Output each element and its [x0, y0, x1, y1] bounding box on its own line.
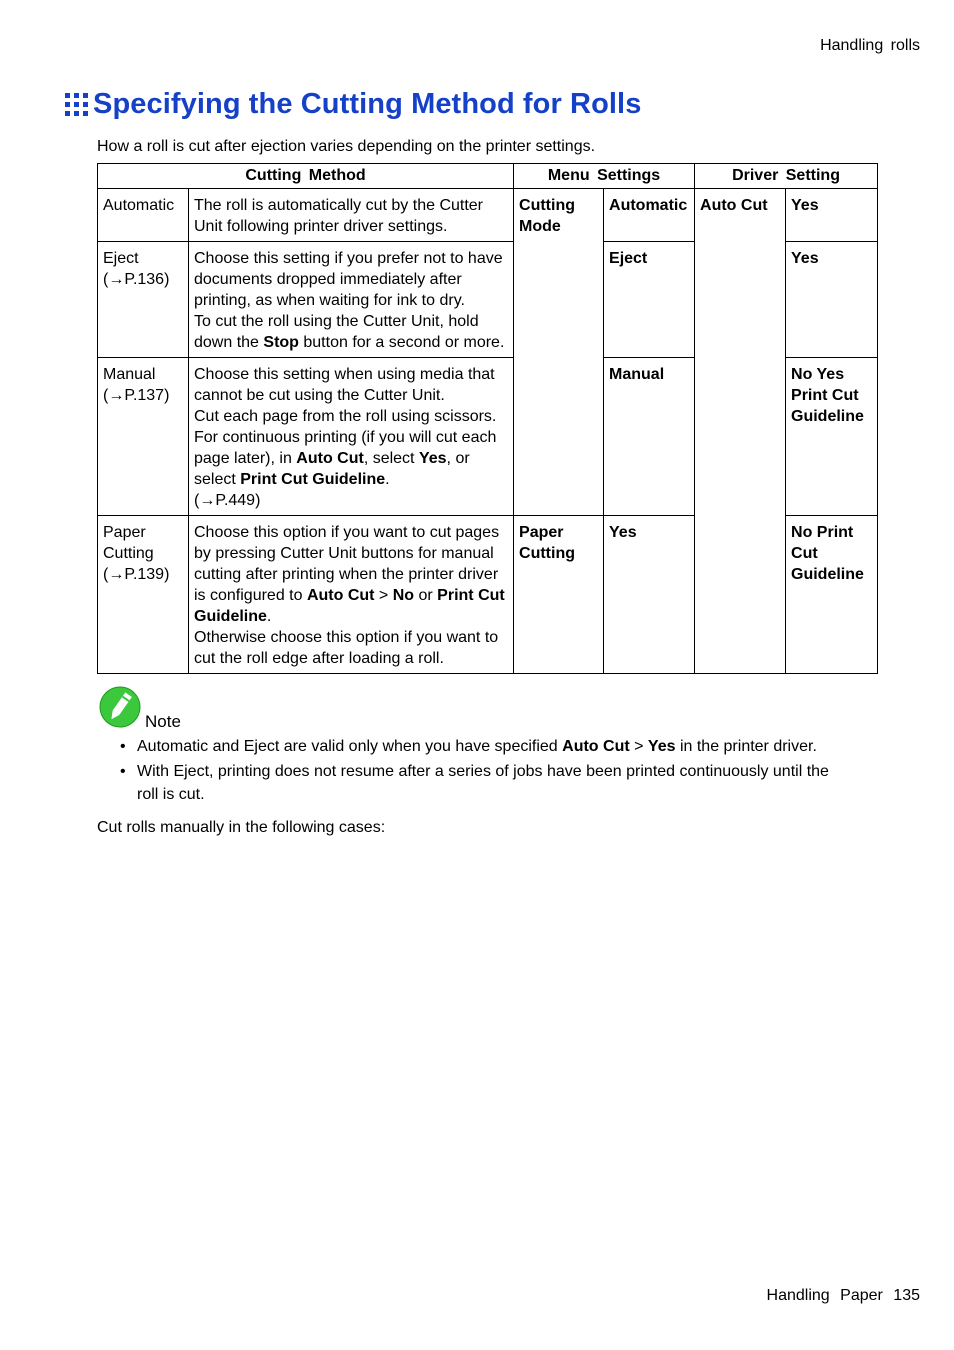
note-label: Note [145, 712, 181, 731]
grid-icon [65, 93, 88, 116]
method-cell: Manual (→P.137) [98, 358, 189, 516]
list-item: • With Eject, printing does not resume after a series of jobs have been printed continuously until the roll is cut. [120, 763, 829, 803]
method-cell: Paper Cutting (→P.139) [98, 516, 189, 674]
running-header: Handling rolls [820, 37, 920, 54]
page-footer [767, 1287, 920, 1305]
menu-value-cell: Automatic [604, 189, 695, 242]
footer-chapter: Handling Paper [766, 1287, 883, 1304]
description-cell: Choose this option if you want to cut pages by pressing Cutter Unit buttons for manual cutting after printing when the printer driver is configured to Auto Cut > No or Print Cut Guideline. Otherwise choose this option if you want to cut the roll edge after loading a roll. [189, 516, 514, 674]
menu-param-cell: Cutting Mode [514, 189, 604, 516]
header-menu-settings: Menu Settings [514, 164, 695, 189]
table-row [98, 189, 878, 242]
closing-paragraph: Cut rolls manually in the following cases: [97, 819, 386, 836]
menu-param-cell: Paper Cutting [514, 516, 604, 674]
driver-param-cell: Auto Cut [695, 189, 786, 674]
driver-value-cell: Yes [786, 189, 878, 242]
menu-value-cell: Yes [604, 516, 695, 674]
list-item: • Automatic and Eject are valid only when you have specified Auto Cut > Yes in the printer driver. [120, 738, 817, 755]
method-cell: Eject (→P.136) [98, 242, 189, 358]
driver-value-cell: No Print Cut Guideline [786, 516, 878, 674]
pencil-note-icon [99, 686, 141, 728]
driver-value-cell: No Yes Print Cut Guideline [786, 358, 878, 516]
header-driver-setting: Driver Setting [695, 164, 878, 189]
method-cell: Automatic [98, 189, 189, 242]
description-cell: Choose this setting if you prefer not to have documents dropped immediately after printing, as when waiting for ink to dry. To cut the roll using the Cutter Unit, hold down the Stop button for a second or more. [189, 242, 514, 358]
menu-value-cell: Manual [604, 358, 695, 516]
description-cell: Choose this setting when using media that cannot be cut using the Cutter Unit. Cut each page from the roll using scissors. For continuous printing (if you will cut each page later), in Auto Cut, select Yes, or select Print Cut Guideline. (→P.449) [189, 358, 514, 516]
note-heading [99, 686, 181, 731]
page-title: Specifying the Cutting Method for Rolls [93, 88, 642, 120]
header-cutting-method: Cutting Method [98, 164, 514, 189]
menu-value-cell: Eject [604, 242, 695, 358]
page-number: 135 [893, 1287, 920, 1304]
description-cell: The roll is automatically cut by the Cutter Unit following printer driver settings. [189, 189, 514, 242]
driver-value-cell: Yes [786, 242, 878, 358]
cutting-method-table [97, 163, 878, 674]
note-list [120, 735, 850, 808]
title-row [65, 88, 641, 121]
intro-paragraph: How a roll is cut after ejection varies depending on the printer settings. [97, 138, 596, 155]
table-header-row [98, 164, 878, 189]
